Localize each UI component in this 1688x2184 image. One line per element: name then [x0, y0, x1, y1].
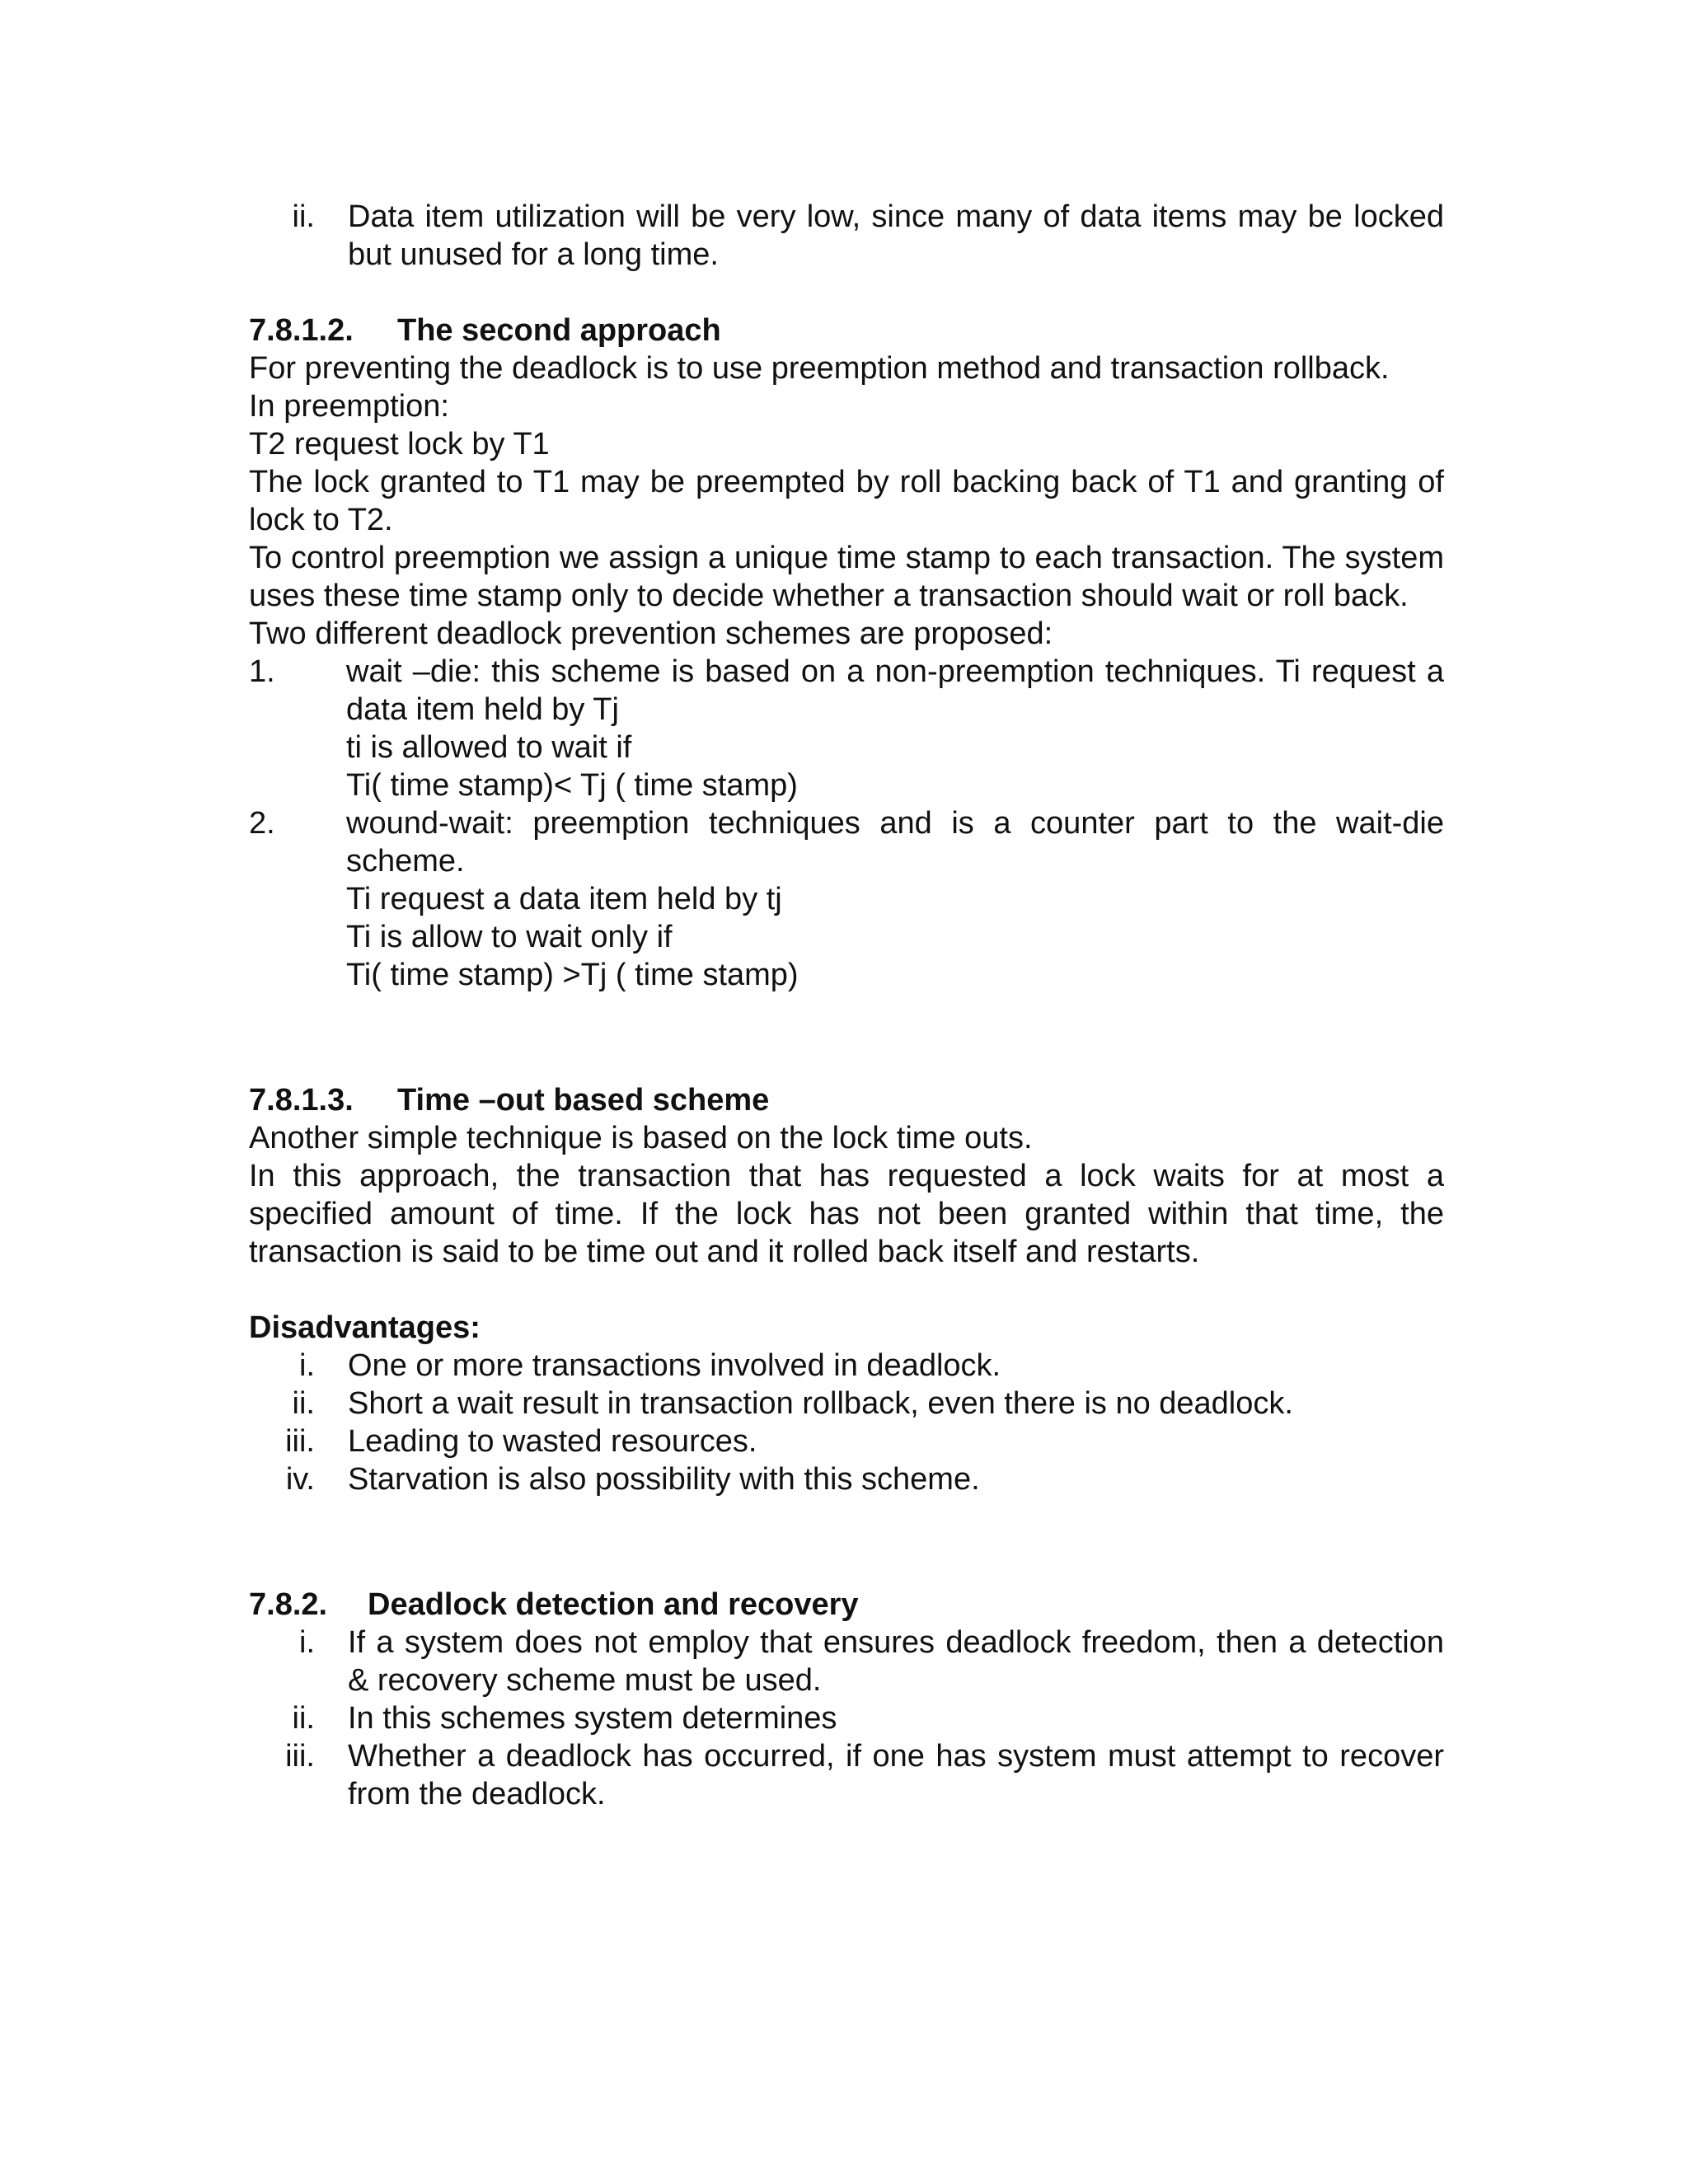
list-item [249, 1347, 1444, 1385]
list-item [249, 1699, 1444, 1737]
section-title: The second approach [397, 313, 721, 348]
list-item [249, 1624, 1444, 1699]
list-item [249, 1385, 1444, 1422]
list-item-text: Starvation is also possibility with this scheme. [348, 1462, 980, 1497]
list-item-text: If a system does not employ that ensures deadlock freedom, then a detection & recovery scheme must be used. [348, 1625, 1444, 1698]
list-item-text: Leading to wasted resources. [348, 1424, 757, 1459]
list-item-text: In this schemes system determines [348, 1701, 837, 1736]
list-marker: iii. [285, 1739, 315, 1774]
section-heading-time-out [249, 1081, 1444, 1119]
list-marker: ii. [292, 1386, 315, 1421]
section-number: 7.8.2. [249, 1587, 328, 1622]
list-sub-line: Ti( time stamp)< Tj ( time stamp) [346, 768, 798, 803]
list-marker: iv. [285, 1462, 315, 1497]
list-item-text: Short a wait result in transaction rollback, even there is no deadlock. [348, 1386, 1293, 1421]
list-marker: iii. [285, 1424, 315, 1459]
disadvantages-heading [249, 1309, 1444, 1347]
list-item-text: Whether a deadlock has occurred, if one has system must attempt to recover from the deadlock. [348, 1739, 1444, 1811]
list-item [249, 1460, 1444, 1498]
list-sub-line: Ti( time stamp) >Tj ( time stamp) [346, 958, 799, 992]
paragraph: T2 request lock by T1 [249, 427, 550, 462]
list-marker: i. [299, 1348, 315, 1383]
paragraph: Another simple technique is based on the lock time outs. [249, 1121, 1033, 1155]
section-heading-detection-recovery [249, 1586, 1444, 1624]
list-sub-line: Ti request a data item held by tj [346, 882, 782, 916]
list-marker: 1. [249, 654, 275, 689]
list-item [249, 1737, 1444, 1813]
list-sub-line: Ti is allow to wait only if [346, 920, 673, 954]
section-number: 7.8.1.2. [249, 313, 354, 348]
list-item [249, 804, 1444, 994]
list-marker: ii. [292, 1701, 315, 1736]
section-title: Time –out based scheme [397, 1083, 770, 1118]
section-number: 7.8.1.3. [249, 1083, 354, 1118]
list-marker: 2. [249, 806, 275, 841]
list-item-text: One or more transactions involved in deadlock. [348, 1348, 1001, 1383]
list-item-text: Data item utilization will be very low, since many of data items may be locked but unused for a long time. [348, 199, 1444, 272]
list-item-text: wait –die: this scheme is based on a non-preemption techniques. Ti request a data item held by Tj [346, 654, 1444, 727]
list-item [249, 653, 1444, 804]
list-marker: i. [299, 1625, 315, 1660]
list-item-text: wound-wait: preemption techniques and is a counter part to the wait-die scheme. [346, 806, 1444, 879]
document-page [249, 198, 1444, 1813]
paragraph: In this approach, the transaction that has requested a lock waits for at most a specified amount of time. If the lock has not been granted within that time, the transaction is said to be time out and it rolled back itself and restarts. [249, 1159, 1444, 1269]
section-heading-second-approach [249, 312, 1444, 349]
list-marker: ii. [292, 199, 315, 234]
paragraph: For preventing the deadlock is to use preemption method and transaction rollback. [249, 351, 1390, 386]
heading-text: Disadvantages: [249, 1310, 481, 1345]
list-item [249, 198, 1444, 274]
paragraph: In preemption: [249, 389, 449, 424]
section-title: Deadlock detection and recovery [368, 1587, 859, 1622]
paragraph: The lock granted to T1 may be preempted by roll backing back of T1 and granting of lock to T2. [249, 465, 1444, 537]
list-item [249, 1422, 1444, 1460]
list-sub-line: ti is allowed to wait if [346, 730, 632, 765]
paragraph: Two different deadlock prevention schemes are proposed: [249, 616, 1053, 651]
paragraph: To control preemption we assign a unique time stamp to each transaction. The system uses these time stamp only to decide whether a transaction should wait or roll back. [249, 541, 1444, 613]
